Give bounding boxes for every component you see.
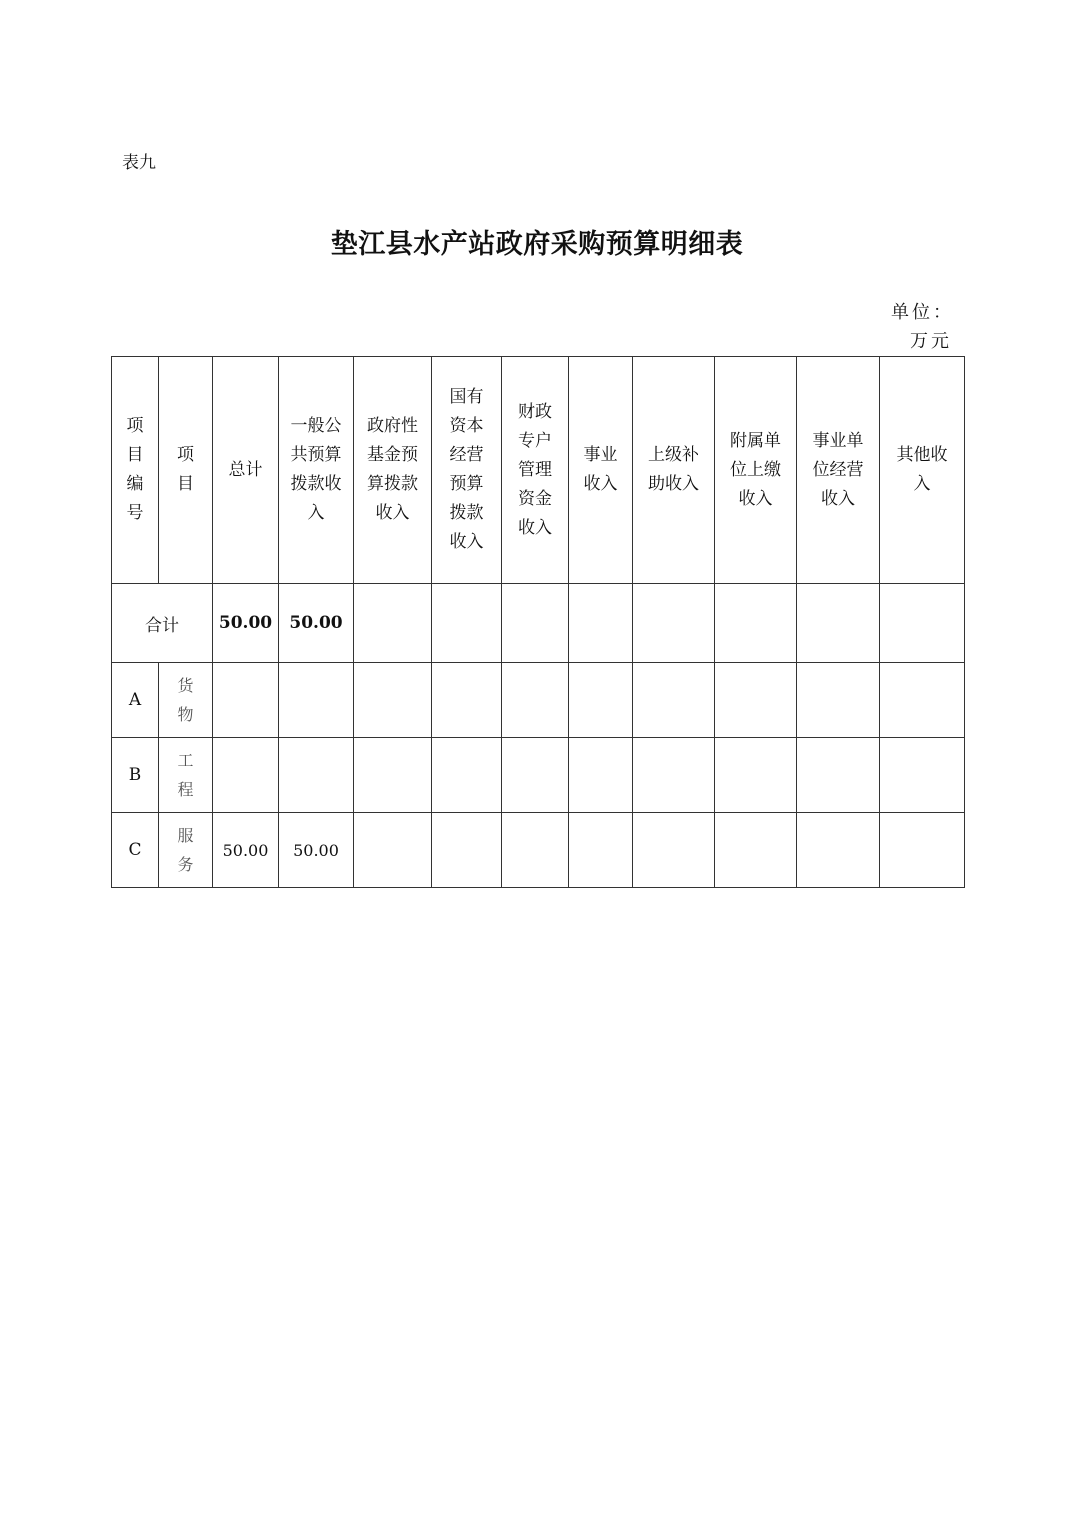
- total-total: 50.00: [213, 584, 279, 663]
- row-total: 50.00: [213, 813, 279, 888]
- row-general-budget: 50.00: [279, 813, 354, 888]
- row-item: 服务: [159, 813, 213, 888]
- row-total: [213, 663, 279, 738]
- total-cell: [715, 584, 797, 663]
- row-item: 工程: [159, 738, 213, 813]
- row-cell: [354, 813, 432, 888]
- total-cell: [797, 584, 880, 663]
- row-total: [213, 738, 279, 813]
- row-cell: [432, 663, 502, 738]
- row-cell: [502, 663, 569, 738]
- table-row: [112, 663, 965, 738]
- header-item: 项目: [159, 357, 213, 584]
- unit-label: [880, 298, 954, 356]
- total-general-budget: 50.00: [279, 584, 354, 663]
- row-code: A: [112, 663, 159, 738]
- total-cell: [432, 584, 502, 663]
- row-cell: [502, 738, 569, 813]
- row-cell: [633, 813, 715, 888]
- row-code: B: [112, 738, 159, 813]
- header-superior-subsidy: 上级补助收入: [633, 357, 715, 584]
- table-row: [112, 813, 965, 888]
- total-label: 合计: [112, 584, 213, 663]
- total-cell: [502, 584, 569, 663]
- header-fiscal-special: 财政专户管理资金收入: [502, 357, 569, 584]
- total-cell: [880, 584, 965, 663]
- procurement-budget-table: [111, 356, 965, 888]
- row-cell: [880, 813, 965, 888]
- row-item: 货物: [159, 663, 213, 738]
- table-row: [112, 738, 965, 813]
- row-cell: [432, 738, 502, 813]
- unit-label-line1: 单位：: [891, 302, 954, 323]
- total-row: [112, 584, 965, 663]
- row-general-budget: [279, 663, 354, 738]
- row-cell: [633, 738, 715, 813]
- total-cell: [354, 584, 432, 663]
- header-affiliated: 附属单位上缴收入: [715, 357, 797, 584]
- row-cell: [502, 813, 569, 888]
- header-state-capital: 国有资本经营预算拨款收入: [432, 357, 502, 584]
- row-cell: [569, 813, 633, 888]
- header-code: 项目编号: [112, 357, 159, 584]
- row-cell: [715, 738, 797, 813]
- row-cell: [715, 663, 797, 738]
- row-code: C: [112, 813, 159, 888]
- header-row: [112, 357, 965, 584]
- row-cell: [880, 738, 965, 813]
- row-cell: [633, 663, 715, 738]
- row-cell: [797, 663, 880, 738]
- row-cell: [797, 813, 880, 888]
- header-gov-fund: 政府性基金预算拨款收入: [354, 357, 432, 584]
- row-cell: [354, 738, 432, 813]
- row-cell: [432, 813, 502, 888]
- row-cell: [880, 663, 965, 738]
- header-other: 其他收入: [880, 357, 965, 584]
- row-cell: [569, 663, 633, 738]
- row-cell: [569, 738, 633, 813]
- table-label: 表九: [122, 153, 156, 173]
- total-cell: [569, 584, 633, 663]
- row-cell: [715, 813, 797, 888]
- total-cell: [633, 584, 715, 663]
- row-cell: [797, 738, 880, 813]
- row-general-budget: [279, 738, 354, 813]
- header-total: 总计: [213, 357, 279, 584]
- header-business: 事业收入: [569, 357, 633, 584]
- header-business-operation: 事业单位经营收入: [797, 357, 880, 584]
- header-general-budget: 一般公共预算拨款收入: [279, 357, 354, 584]
- page-title: 垫江县水产站政府采购预算明细表: [330, 229, 744, 260]
- row-cell: [354, 663, 432, 738]
- unit-label-line2: 万元: [910, 331, 952, 352]
